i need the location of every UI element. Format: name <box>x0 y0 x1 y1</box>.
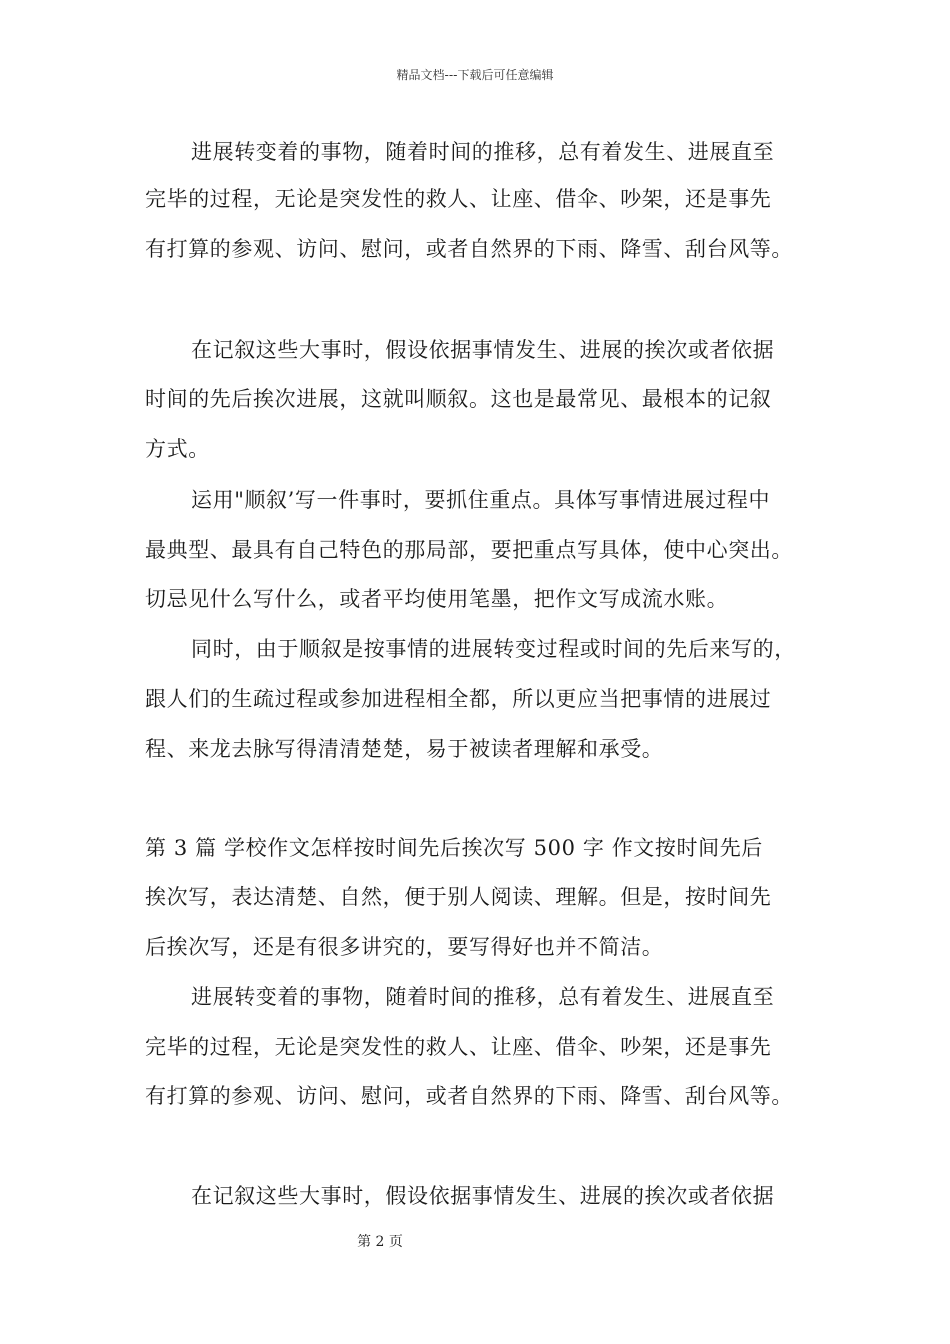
text-line-19: 在记叙这些大事时，假设依据事情发生、进展的挨次或者依据 <box>191 1184 775 1208</box>
text-line-9: 切忌见什么写什么，或者平均使用笔墨，把作文写成流水账。 <box>145 587 729 611</box>
text-line-17: 完毕的过程，无论是突发性的救人、让座、借伞、吵架，还是事先 <box>145 1035 772 1059</box>
text-line-11: 跟人们的生疏过程或参加进程相全都，所以更应当把事情的进展过 <box>145 687 772 711</box>
text-line-15: 后挨次写，还是有很多讲究的，要写得好也并不简洁。 <box>145 935 664 959</box>
text-line-7: 运用"顺叙’写一件事时，要抓住重点。具体写事情进展过程中 <box>191 488 771 512</box>
text-line-12: 程、来龙去脉写得清清楚楚，易于被读者理解和承受。 <box>145 737 664 761</box>
text-line-14: 挨次写，表达清楚、自然，便于别人阅读、理解。但是，按时间先 <box>145 885 772 909</box>
text-line-16: 进展转变着的事物，随着时间的推移，总有着发生、进展直至 <box>191 985 775 1009</box>
text-line-1: 进展转变着的事物，随着时间的推移，总有着发生、进展直至 <box>191 140 775 164</box>
text-line-5: 时间的先后挨次进展，这就叫顺叙。这也是最常见、最根本的记叙 <box>145 387 772 411</box>
page-number: 第 2 页 <box>357 1234 403 1250</box>
text-line-3: 有打算的参观、访问、慰问，或者自然界的下雨、降雪、刮台风等。 <box>145 237 793 261</box>
page-header: 精品文档---下载后可任意编辑 <box>396 68 554 82</box>
text-line-8: 最典型、最具有自己特色的那局部，要把重点写具体，使中心突出。 <box>145 538 793 562</box>
text-line-10: 同时，由于顺叙是按事情的进展转变过程或时间的先后来写的， <box>191 637 796 661</box>
text-line-4: 在记叙这些大事时，假设依据事情发生、进展的挨次或者依据 <box>191 338 775 362</box>
text-line-6: 方式。 <box>145 437 210 461</box>
section-heading-line: 第 3 篇 学校作文怎样按时间先后挨次写 500 字 作文按时间先后 <box>145 836 763 860</box>
text-line-2: 完毕的过程，无论是突发性的救人、让座、借伞、吵架，还是事先 <box>145 187 772 211</box>
text-line-18: 有打算的参观、访问、慰问，或者自然界的下雨、降雪、刮台风等。 <box>145 1084 793 1108</box>
